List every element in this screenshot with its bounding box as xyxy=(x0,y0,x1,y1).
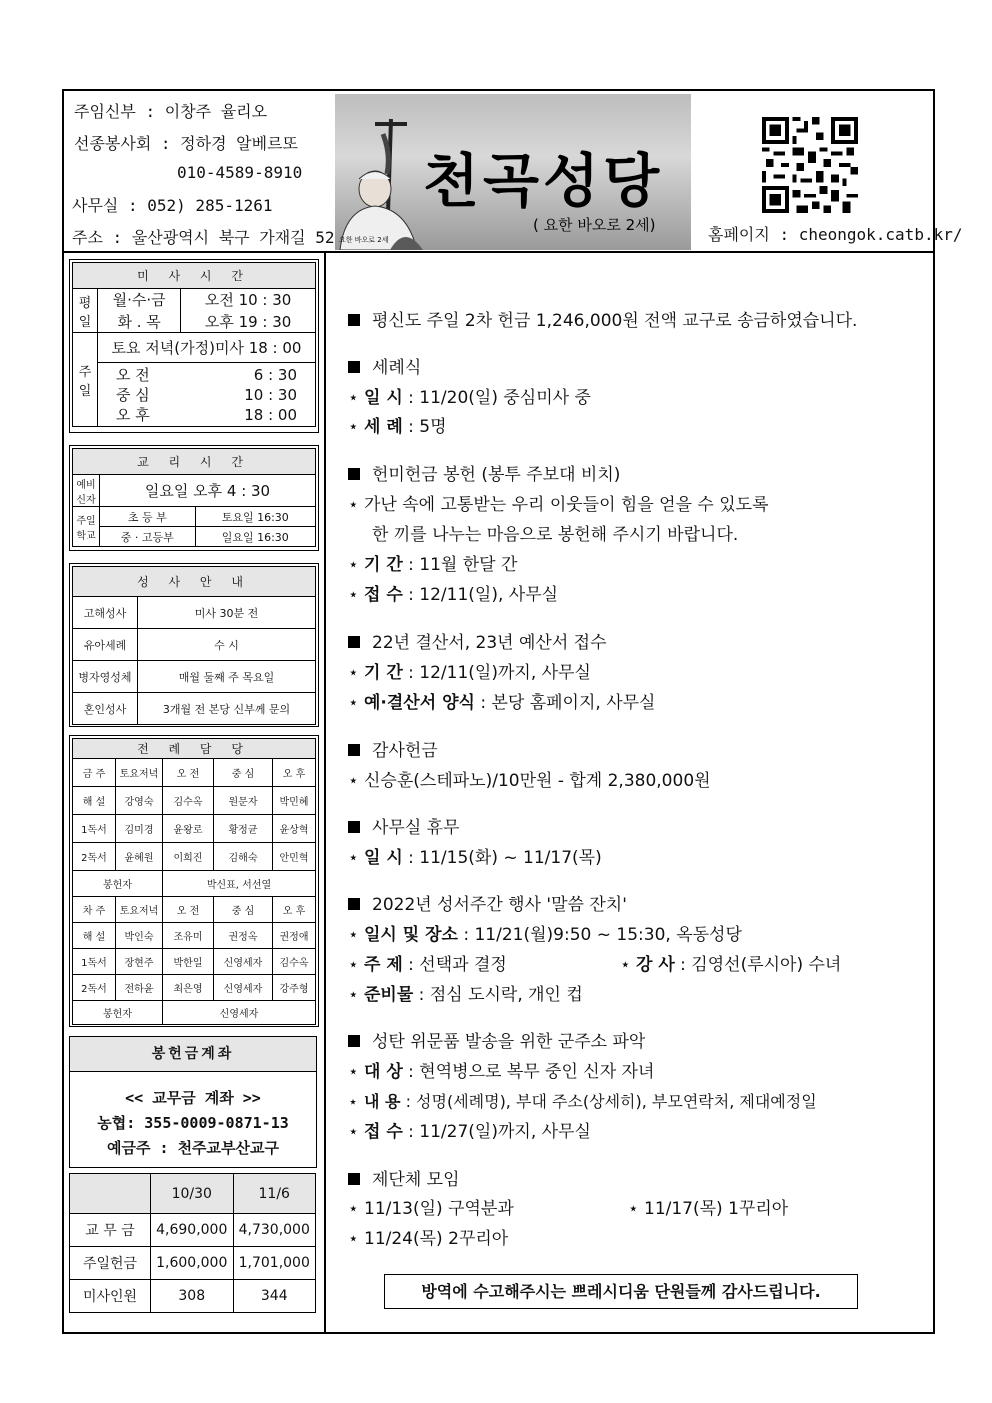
sacrament-name-1: 고해성사 xyxy=(73,597,138,629)
notice-offering xyxy=(348,306,857,336)
liturgy-w2-r1c4: 김수옥 xyxy=(273,949,316,975)
notice-bible-title: 2022년 성서주간 행사 '말씀 잔치' xyxy=(348,890,627,920)
liturgy-w1-r2c1: 윤혜원 xyxy=(116,843,163,871)
star-bullet-icon: ⋆ xyxy=(348,1062,359,1082)
liturgy-w2-r2c0: 2독서 xyxy=(73,975,116,1001)
catechism-title: 교 리 시 간 xyxy=(73,449,316,475)
sacraments-title: 성 사 안 내 xyxy=(73,567,316,597)
header-divider xyxy=(62,251,935,253)
liturgy-w1-r0c2: 김수옥 xyxy=(163,787,214,815)
catechumen-label: 예비 신자 xyxy=(73,475,100,507)
liturgy-box xyxy=(69,735,319,1027)
liturgy-w2-r2c3: 신영세자 xyxy=(214,975,273,1001)
notice-military-title: 성탄 위문품 발송을 위한 군주소 파악 xyxy=(348,1027,645,1057)
weekday-time-1: 오전 10 : 30 xyxy=(181,289,316,311)
rice-line-2: 한 끼를 나누는 마음으로 봉헌해 주시기 바랍니다. xyxy=(372,525,739,545)
liturgy-w2-r1c2: 박한일 xyxy=(163,949,214,975)
bible-line-3: ⋆ 강 사 : 김영선(루시아) 수녀 xyxy=(620,950,841,980)
square-bullet-icon xyxy=(348,1173,360,1185)
liturgy-w1-r2c2: 이희진 xyxy=(163,843,214,871)
liturgy-w2-h2: 오 전 xyxy=(163,897,214,923)
thanks-line-1: ⋆ 신승훈(스테파노)/10만원 - 합계 2,380,000원 xyxy=(348,766,711,796)
rice-line-1: ⋆ 가난 속에 고통받는 우리 이웃들이 힘을 얻을 수 있도록 xyxy=(348,490,769,520)
qr-code-icon[interactable] xyxy=(762,117,858,213)
liturgy-w2-r1c3: 신영세자 xyxy=(214,949,273,975)
bible-line-2: ⋆ 주 제 : 선택과 결정 xyxy=(348,950,507,980)
square-bullet-icon xyxy=(348,636,360,648)
bible-line-4: ⋆ 준비물 : 점심 도시락, 개인 컵 xyxy=(348,980,583,1010)
liturgy-w2-r0c3: 권정옥 xyxy=(214,923,273,949)
star-bullet-icon: ⋆ xyxy=(348,585,359,605)
notice-office-title: 사무실 휴무 xyxy=(348,813,460,843)
sunday-part-3: 오 후 xyxy=(116,405,150,424)
finance-date-1: 10/30 xyxy=(151,1174,234,1214)
liturgy-w1-r2c3: 김해숙 xyxy=(214,843,273,871)
catechism-table xyxy=(72,448,316,547)
sacrament-value-3: 매월 둘째 주 목요일 xyxy=(138,661,316,693)
catechism-box xyxy=(69,445,319,551)
star-bullet-icon: ⋆ xyxy=(628,1199,639,1219)
liturgy-w1-r0c0: 해 설 xyxy=(73,787,116,815)
star-bullet-icon: ⋆ xyxy=(348,495,359,515)
baptism-title: 세례식 xyxy=(372,358,422,378)
star-bullet-icon: ⋆ xyxy=(348,985,359,1005)
square-bullet-icon xyxy=(348,314,360,326)
star-bullet-icon: ⋆ xyxy=(620,955,631,975)
photo-caption: 요한 바오로 2세 xyxy=(339,236,389,244)
star-bullet-icon: ⋆ xyxy=(348,771,359,791)
sunday-time-3: 18 : 00 xyxy=(244,405,297,424)
sunday-part-1: 오 전 xyxy=(116,365,150,384)
liturgy-w2-r1c1: 장현주 xyxy=(116,949,163,975)
finance-r1-v2: 4,730,000 xyxy=(233,1214,316,1247)
altar-line-1: ⋆ 11/13(일) 구역분과 xyxy=(348,1194,514,1224)
liturgy-w1-r1c1: 김미경 xyxy=(116,815,163,843)
sunday-time-1: 6 : 30 xyxy=(253,365,297,384)
liturgy-w2-offering: 신영세자 xyxy=(163,1001,316,1025)
finance-label-3: 미사인원 xyxy=(70,1280,151,1313)
liturgy-w2-r0c1: 박인숙 xyxy=(116,923,163,949)
military-line-1: ⋆ 대 상 : 현역병으로 복무 중인 신자 자녀 xyxy=(348,1057,654,1087)
rice-line-4: ⋆ 접 수 : 12/11(일), 사무실 xyxy=(348,580,558,610)
sacrament-value-4: 3개월 전 본당 신부께 문의 xyxy=(138,693,316,725)
baptism-line-1: ⋆ 일 시 : 11/20(일) 중심미사 중 xyxy=(348,383,591,413)
church-name: 천곡성당 xyxy=(423,147,664,215)
liturgy-w2-h3: 중 심 xyxy=(214,897,273,923)
school-time-1: 토요일 16:30 xyxy=(195,507,315,527)
account-number: 농협: 355-0009-0871-13 xyxy=(97,1114,289,1132)
liturgy-w2-offering-label: 봉헌자 xyxy=(73,1001,163,1025)
altar-line-3: ⋆ 11/24(목) 2꾸리아 xyxy=(348,1224,508,1254)
finance-label-1: 교 무 금 xyxy=(70,1214,151,1247)
office-phone: 사무실 : 052) 285-1261 xyxy=(72,196,273,215)
notice-baptism-title xyxy=(348,353,421,383)
star-bullet-icon: ⋆ xyxy=(348,1122,359,1142)
phone: 010-4589-8910 xyxy=(177,163,303,182)
liturgy-w1-r2c0: 2독서 xyxy=(73,843,116,871)
military-line-2: ⋆ 내 용 : 성명(세례명), 부대 주소(상세히), 부모연락처, 제대예정일 xyxy=(348,1087,817,1117)
liturgy-w1-h2: 오 전 xyxy=(163,759,214,787)
star-bullet-icon: ⋆ xyxy=(348,848,359,868)
liturgy-w2-h0: 차 주 xyxy=(73,897,116,923)
baptism-line-2: ⋆ 세 례 : 5명 xyxy=(348,412,447,442)
finance-table xyxy=(69,1173,316,1313)
sunday-label: 주일 xyxy=(73,333,98,427)
mass-times-box xyxy=(69,259,319,433)
finance-r1-v1: 4,690,000 xyxy=(151,1214,234,1247)
sunday-mass-list xyxy=(98,363,316,427)
star-bullet-icon: ⋆ xyxy=(348,417,359,437)
liturgy-w1-offering-label: 봉헌자 xyxy=(73,871,163,897)
sacrament-value-2: 수 시 xyxy=(138,629,316,661)
mass-times-table xyxy=(72,262,316,427)
school-grade-2: 중 · 고등부 xyxy=(100,527,196,547)
liturgy-w1-r1c2: 윤왕로 xyxy=(163,815,214,843)
footer-thanks: 방역에 수고해주시는 쁘레시디움 단원들께 감사드립니다. xyxy=(384,1274,858,1309)
offering-account-box xyxy=(69,1036,317,1168)
rice-line-3: ⋆ 기 간 : 11월 한달 간 xyxy=(348,550,517,580)
finance-date-2: 11/6 xyxy=(233,1174,316,1214)
liturgy-w1-h0: 금 주 xyxy=(73,759,116,787)
mass-times-title: 미 사 시 간 xyxy=(73,263,316,289)
school-label: 주일 학교 xyxy=(73,507,100,547)
weekday-days-1: 월·수·금 xyxy=(98,289,181,311)
sacrament-name-2: 유아세례 xyxy=(73,629,138,661)
finance-r3-v1: 308 xyxy=(151,1280,234,1313)
finance-r2-v2: 1,701,000 xyxy=(233,1247,316,1280)
notice-budget-title: 22년 결산서, 23년 예산서 접수 xyxy=(348,628,607,658)
council: 선종봉사회 : 정하경 알베르또 xyxy=(74,134,299,153)
liturgy-w1-h4: 오 후 xyxy=(273,759,316,787)
sacraments-box xyxy=(69,563,319,727)
budget-line-1: ⋆ 기 간 : 12/11(일)까지, 사무실 xyxy=(348,658,591,688)
weekday-label: 평일 xyxy=(73,289,98,333)
liturgy-title: 전 례 담 당 xyxy=(73,739,316,759)
liturgy-w2-r2c4: 강주형 xyxy=(273,975,316,1001)
school-time-2: 일요일 16:30 xyxy=(195,527,315,547)
finance-r3-v2: 344 xyxy=(233,1280,316,1313)
patron-saint: ( 요한 바오로 2세) xyxy=(533,216,656,234)
liturgy-w1-r1c3: 황정균 xyxy=(214,815,273,843)
pastor: 주임신부 : 이창주 율리오 xyxy=(74,102,268,121)
altar-line-2: ⋆ 11/17(목) 1꾸리아 xyxy=(628,1194,788,1224)
school-grade-1: 초 등 부 xyxy=(100,507,196,527)
liturgy-w1-r0c4: 박민혜 xyxy=(273,787,316,815)
homepage-link[interactable]: 홈페이지 : cheongok.catb.kr/ xyxy=(708,225,963,244)
star-bullet-icon: ⋆ xyxy=(348,663,359,683)
saturday-mass: 토요 저녁(가정)미사 18 : 00 xyxy=(98,333,316,363)
notice-offering-text: 평신도 주일 2차 헌금 1,246,000원 전액 교구로 송금하였습니다. xyxy=(372,311,858,331)
liturgy-w1-r0c3: 원문자 xyxy=(214,787,273,815)
address: 주소 : 울산광역시 북구 가재길 52 xyxy=(72,228,335,247)
column-divider xyxy=(324,252,326,1334)
sunday-time-2: 10 : 30 xyxy=(244,385,297,404)
military-line-3: ⋆ 접 수 : 11/27(일)까지, 사무실 xyxy=(348,1117,591,1147)
notice-altar-title: 제단체 모임 xyxy=(348,1165,460,1195)
star-bullet-icon: ⋆ xyxy=(348,1199,359,1219)
star-bullet-icon: ⋆ xyxy=(348,1229,359,1249)
square-bullet-icon xyxy=(348,821,360,833)
sacrament-value-1: 미사 30분 전 xyxy=(138,597,316,629)
star-bullet-icon: ⋆ xyxy=(348,925,359,945)
liturgy-w2-r0c2: 조유미 xyxy=(163,923,214,949)
sacraments-table xyxy=(72,566,316,725)
account-holder: 예금주 : 천주교부산교구 xyxy=(107,1139,279,1157)
weekday-time-2: 오후 19 : 30 xyxy=(181,311,316,333)
star-bullet-icon: ⋆ xyxy=(348,555,359,575)
star-bullet-icon: ⋆ xyxy=(348,1092,359,1111)
liturgy-w1-r2c4: 안민혁 xyxy=(273,843,316,871)
liturgy-w1-h1: 토요저녁 xyxy=(116,759,163,787)
liturgy-w2-h4: 오 후 xyxy=(273,897,316,923)
square-bullet-icon xyxy=(348,898,360,910)
square-bullet-icon xyxy=(348,744,360,756)
weekday-days-2: 화 . 목 xyxy=(98,311,181,333)
account-line-1: << 교무금 계좌 >> xyxy=(125,1089,261,1107)
liturgy-w2-r0c4: 권정애 xyxy=(273,923,316,949)
finance-r2-v1: 1,600,000 xyxy=(151,1247,234,1280)
star-bullet-icon: ⋆ xyxy=(348,955,359,975)
liturgy-table xyxy=(72,738,316,1025)
liturgy-w2-r1c0: 1독서 xyxy=(73,949,116,975)
budget-line-2: ⋆ 예·결산서 양식 : 본당 홈페이지, 사무실 xyxy=(348,688,655,718)
liturgy-w2-r0c0: 해 설 xyxy=(73,923,116,949)
account-title: 봉헌금계좌 xyxy=(70,1037,316,1072)
liturgy-w1-h3: 중 심 xyxy=(214,759,273,787)
square-bullet-icon xyxy=(348,468,360,480)
liturgy-w1-r0c1: 강영숙 xyxy=(116,787,163,815)
sacrament-name-3: 병자영성체 xyxy=(73,661,138,693)
notice-thanks-title: 감사헌금 xyxy=(348,736,438,766)
church-banner xyxy=(335,94,691,250)
notice-rice-title: 헌미헌금 봉헌 (봉투 주보대 비치) xyxy=(348,460,620,490)
office-line-1: ⋆ 일 시 : 11/15(화) ~ 11/17(목) xyxy=(348,843,602,873)
liturgy-w2-h1: 토요저녁 xyxy=(116,897,163,923)
liturgy-w1-r1c0: 1독서 xyxy=(73,815,116,843)
sunday-part-2: 중 심 xyxy=(116,385,150,404)
bible-line-1: ⋆ 일시 및 장소 : 11/21(월)9:50 ~ 15:30, 옥동성당 xyxy=(348,920,742,950)
liturgy-w2-r2c2: 최은영 xyxy=(163,975,214,1001)
catechumen-time: 일요일 오후 4 : 30 xyxy=(100,475,316,507)
square-bullet-icon xyxy=(348,1035,360,1047)
star-bullet-icon: ⋆ xyxy=(348,693,359,713)
finance-corner xyxy=(70,1174,151,1214)
star-bullet-icon: ⋆ xyxy=(348,388,359,408)
square-bullet-icon xyxy=(348,361,360,373)
liturgy-w2-r2c1: 전하윤 xyxy=(116,975,163,1001)
liturgy-w1-offering: 박신표, 서선열 xyxy=(163,871,316,897)
sacrament-name-4: 혼인성사 xyxy=(73,693,138,725)
finance-label-2: 주일헌금 xyxy=(70,1247,151,1280)
liturgy-w1-r1c4: 윤상혁 xyxy=(273,815,316,843)
